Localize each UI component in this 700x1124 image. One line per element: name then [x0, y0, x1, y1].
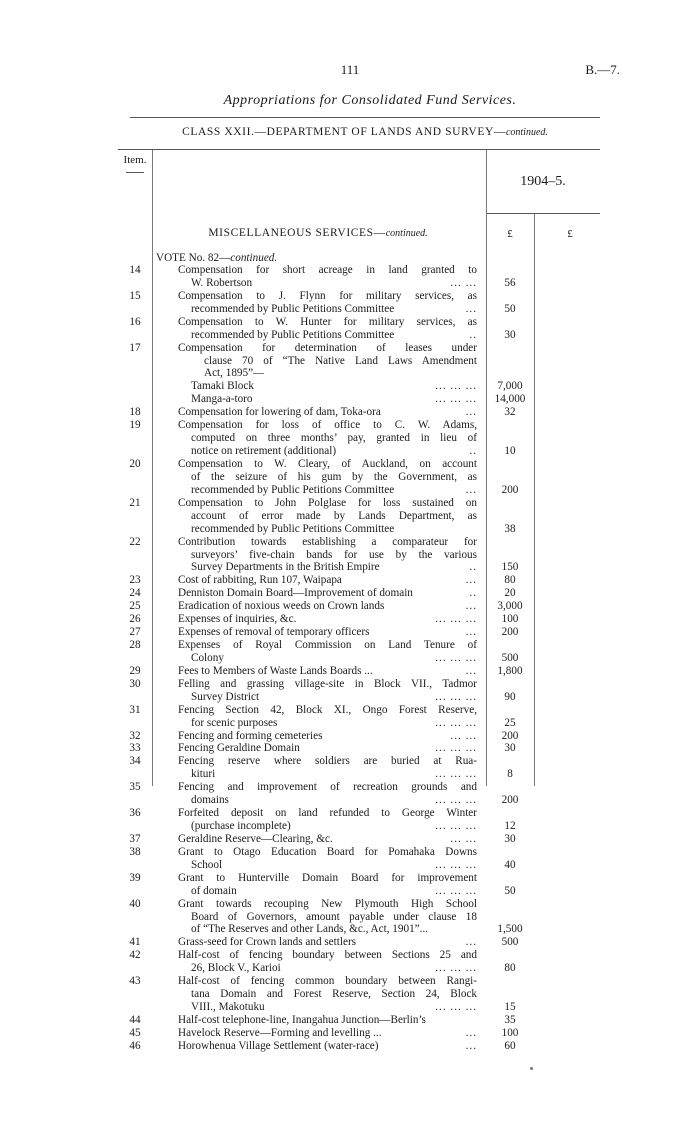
table-row — [0, 432, 700, 445]
table-row — [0, 1014, 700, 1027]
title-rule — [130, 117, 600, 118]
amount-value: 40 — [504, 858, 516, 871]
item-number: 29 — [129, 664, 141, 677]
item-number: 14 — [129, 264, 141, 276]
item-description: Expenses of removal of temporary officers — [178, 626, 370, 638]
item-description: Grant towards recouping New Plymouth High School — [178, 897, 477, 910]
item-header-underline — [126, 172, 144, 173]
leader-dots: ... ... ... — [435, 380, 477, 393]
item-description: Grant to Otago Education Board for Pomahaka Downs — [178, 845, 477, 858]
leader-dots: ... — [465, 1026, 477, 1039]
leader-dots: ... — [465, 483, 477, 496]
table-row — [0, 717, 700, 730]
table-row — [0, 665, 700, 678]
amount-value: 30 — [504, 742, 516, 755]
item-description: Havelock Reserve—Forming and levelling ... — [178, 1026, 382, 1039]
item-number: 45 — [129, 1026, 141, 1039]
item-description: Contribution towards establishing a comparateur for — [178, 535, 477, 548]
item-description: (purchase incomplete) — [191, 820, 291, 832]
item-description: kituri — [191, 768, 216, 781]
table-row — [0, 872, 700, 885]
class-heading-text: CLASS XXII.—DEPARTMENT OF LANDS AND SURVEY— — [182, 126, 506, 138]
amount-value: 15 — [504, 1001, 516, 1013]
item-number: 33 — [129, 742, 141, 755]
amount-value: 8 — [507, 768, 513, 781]
item-number: 44 — [129, 1013, 141, 1026]
currency-symbol-left: £ — [507, 228, 513, 240]
amount-value: 25 — [504, 716, 516, 729]
table-row — [0, 264, 700, 277]
leader-dots: ... ... ... — [435, 393, 477, 406]
leader-dots: .. — [469, 328, 477, 341]
amount-value: 90 — [504, 690, 516, 703]
item-number: 46 — [129, 1039, 141, 1052]
table-row — [0, 342, 700, 355]
amount-value: 200 — [501, 794, 519, 807]
table-row — [0, 755, 700, 768]
vote-label-suffix: continued. — [230, 252, 278, 264]
page-mark — [530, 1067, 533, 1070]
leader-dots: ... ... — [450, 729, 477, 742]
table-row — [0, 277, 700, 290]
table-row — [0, 781, 700, 794]
item-description: Half-cost telephone-line, Inangahua Junction—Berlin’s — [178, 1013, 426, 1026]
table-row — [0, 988, 700, 1001]
table-row — [0, 923, 700, 936]
item-number: 31 — [129, 703, 141, 716]
vote-label — [156, 252, 277, 264]
item-description: Half-cost of fencing common boundary between Rangi- — [178, 975, 477, 988]
leader-dots: ... ... ... — [435, 613, 477, 626]
amount-value: 7,000 — [497, 380, 523, 393]
amount-value: 80 — [504, 574, 516, 587]
table-row — [0, 367, 700, 380]
table-row — [0, 316, 700, 329]
item-number: 39 — [129, 871, 141, 884]
table-row — [0, 587, 700, 600]
table-row — [0, 626, 700, 639]
item-description: domains — [191, 794, 229, 807]
table-row — [0, 523, 700, 536]
item-description: Compensation to J. Flynn for military services, as — [178, 289, 477, 302]
leader-dots: ... ... ... — [435, 690, 477, 703]
leader-dots: ... ... ... — [435, 794, 477, 807]
table-row — [0, 652, 700, 665]
item-description: 26, Block V., Karioi — [191, 962, 281, 975]
table-row — [0, 949, 700, 962]
leader-dots: ... ... ... — [435, 716, 477, 729]
table-row — [0, 1027, 700, 1040]
leader-dots: ... ... ... — [435, 858, 477, 871]
item-description: computed on three months’ pay, granted in lieu of — [191, 432, 477, 445]
item-number: 25 — [129, 600, 141, 613]
item-description: clause 70 of “The Native Land Laws Amendment — [204, 354, 477, 367]
amount-value: 12 — [504, 820, 516, 832]
item-description: Colony — [191, 651, 224, 664]
amount-value: 500 — [501, 651, 519, 664]
table-row — [0, 962, 700, 975]
item-description: Fencing Section 42, Block XI., Ongo Forest Reserve, — [178, 703, 477, 716]
leader-dots: ... — [465, 664, 477, 677]
item-description: recommended by Public Petitions Committee — [191, 522, 395, 535]
leader-dots: ... ... ... — [435, 742, 477, 755]
amount-value: 3,000 — [497, 600, 523, 613]
item-description: Board of Governors, amount payable under clause 18 — [191, 910, 477, 923]
table-row — [0, 290, 700, 303]
leader-dots: ... ... ... — [435, 1001, 477, 1013]
item-description: W. Robertson — [191, 276, 253, 289]
table-row — [0, 691, 700, 704]
item-description: Expenses of Royal Commission on Land Tenure of — [178, 639, 477, 651]
table-row — [0, 807, 700, 820]
table-row — [0, 898, 700, 911]
item-description: Half-cost of fencing boundary between Sections 25 and — [178, 949, 477, 962]
leader-dots: ... — [465, 302, 477, 315]
leader-dots: ... — [465, 1039, 477, 1052]
table-row — [0, 393, 700, 406]
item-description: Grass-seed for Crown lands and settlers — [178, 936, 357, 949]
amount-value: 20 — [504, 587, 516, 600]
item-description: Compensation for determination of leases under — [178, 341, 477, 354]
item-description: Tamaki Block — [191, 380, 254, 393]
item-number: 17 — [129, 341, 141, 354]
item-description: School — [191, 858, 223, 871]
item-description: surveyors’ five-chain bands for use by the various — [191, 548, 477, 561]
table-row — [0, 936, 700, 949]
item-number: 21 — [129, 496, 141, 509]
class-heading-suffix: continued. — [505, 127, 548, 138]
leader-dots: ... ... ... — [435, 962, 477, 975]
item-number: 41 — [129, 936, 141, 949]
table-row — [0, 536, 700, 549]
page-title: Appropriations for Consolidated Fund Services. — [223, 93, 517, 108]
item-description: Manga-a-toro — [191, 393, 253, 406]
leader-dots: ... — [465, 626, 477, 638]
item-number: 22 — [129, 535, 141, 548]
item-number: 20 — [129, 457, 141, 470]
item-number: 19 — [129, 419, 141, 432]
leader-dots: .. — [469, 587, 477, 600]
amount-value: 30 — [504, 328, 516, 341]
item-number: 28 — [129, 639, 141, 651]
table-row — [0, 355, 700, 368]
item-description: Compensation for lowering of dam, Toka-ora — [178, 406, 381, 419]
leader-dots: ... ... — [450, 276, 477, 289]
item-description: of the seizure of his gum by the Government, as — [191, 470, 477, 483]
leader-dots: ... ... — [450, 832, 477, 845]
table-row — [0, 742, 700, 755]
amount-value: 500 — [501, 936, 519, 949]
leader-dots: ... ... ... — [435, 820, 477, 832]
item-description: Act, 1895”— — [204, 367, 265, 380]
table-row — [0, 303, 700, 316]
section-heading — [150, 227, 486, 239]
leader-dots: ... — [465, 936, 477, 949]
item-number: 27 — [129, 626, 141, 638]
header-bottom-rule — [486, 213, 600, 214]
amount-value: 14,000 — [494, 393, 526, 406]
leader-dots: .. — [469, 445, 477, 457]
amount-value: 100 — [501, 613, 519, 626]
item-number: 36 — [129, 807, 141, 820]
item-number: 40 — [129, 897, 141, 910]
section-heading-text: MISCELLANEOUS SERVICES— — [208, 227, 386, 239]
item-number: 18 — [129, 406, 141, 419]
table-row — [0, 561, 700, 574]
amount-value: 150 — [501, 561, 519, 574]
table-row — [0, 613, 700, 626]
amount-value: 10 — [504, 445, 516, 457]
item-description: Fees to Members of Waste Lands Boards ... — [178, 664, 373, 677]
report-reference: B.—7. — [585, 62, 620, 77]
amount-value: 56 — [504, 276, 516, 289]
item-description: Fencing reserve where soldiers are buried at Rua- — [178, 755, 477, 768]
table-row — [0, 833, 700, 846]
item-description: VIII., Makotuku — [191, 1001, 265, 1013]
item-number: 38 — [129, 845, 141, 858]
leader-dots: ... — [465, 600, 477, 613]
table-row — [0, 510, 700, 523]
table-row — [0, 1001, 700, 1014]
item-description: of domain — [191, 884, 237, 897]
class-heading — [130, 126, 600, 138]
item-description: Survey District — [191, 690, 260, 703]
item-number: 34 — [129, 755, 141, 768]
item-description: Compensation for short acreage in land granted to — [178, 264, 477, 276]
amount-value: 100 — [501, 1026, 519, 1039]
amount-value: 60 — [504, 1039, 516, 1052]
item-description: recommended by Public Petitions Committee — [191, 483, 395, 496]
amount-value: 35 — [504, 1013, 516, 1026]
item-description: account of error made by Lands Department, as — [191, 509, 477, 522]
item-number: 16 — [129, 315, 141, 328]
table-row — [0, 911, 700, 924]
table-row — [0, 704, 700, 717]
table-row — [0, 1040, 700, 1053]
item-description: Felling and grassing village-site in Block VII., Tadmor — [178, 677, 477, 690]
item-number: 26 — [129, 613, 141, 626]
item-column-header: Item. — [123, 154, 147, 166]
amount-value: 38 — [504, 522, 516, 535]
table-row — [0, 975, 700, 988]
item-number: 43 — [129, 975, 141, 988]
leader-dots: ... ... ... — [435, 768, 477, 781]
table-row — [0, 497, 700, 510]
item-number: 42 — [129, 949, 141, 962]
vote-label-text: VOTE No. 82— — [156, 252, 231, 264]
table-row — [0, 600, 700, 613]
amount-value: 1,500 — [497, 923, 523, 936]
item-description: Grant to Hunterville Domain Board for improvement — [178, 871, 477, 884]
amount-value: 80 — [504, 962, 516, 975]
table-row — [0, 484, 700, 497]
page-number: 111 — [340, 62, 360, 77]
item-description: Eradication of noxious weeds on Crown lands — [178, 600, 385, 613]
item-description: Cost of rabbiting, Run 107, Waipapa — [178, 574, 342, 587]
amount-value: 200 — [501, 483, 519, 496]
table-row — [0, 406, 700, 419]
item-description: Compensation for loss of office to C. W. Adams, — [178, 419, 477, 432]
item-description: recommended by Public Petitions Committee — [191, 302, 395, 315]
leader-dots: ... — [465, 406, 477, 419]
table-row — [0, 329, 700, 342]
table-row — [0, 471, 700, 484]
item-number: 15 — [129, 289, 141, 302]
table-top-rule — [118, 149, 600, 150]
table-row — [0, 380, 700, 393]
item-description: Survey Departments in the British Empire — [191, 561, 380, 574]
item-description: Geraldine Reserve—Clearing, &c. — [178, 832, 333, 845]
table-row — [0, 846, 700, 859]
leader-dots: .. — [469, 561, 477, 574]
item-description: recommended by Public Petitions Committee — [191, 328, 395, 341]
table-row — [0, 885, 700, 898]
item-number: 35 — [129, 781, 141, 794]
table-row — [0, 419, 700, 432]
leader-dots: ... ... ... — [435, 884, 477, 897]
amount-value: 200 — [501, 729, 519, 742]
table-row — [0, 859, 700, 872]
table-row — [0, 639, 700, 652]
table-row — [0, 549, 700, 562]
table-row — [0, 574, 700, 587]
item-description: Fencing and forming cemeteries — [178, 729, 323, 742]
item-description: Horowhenua Village Settlement (water-race) — [178, 1039, 379, 1052]
table-row — [0, 445, 700, 458]
item-description: Expenses of inquiries, &c. — [178, 613, 297, 626]
amount-value: 200 — [501, 626, 519, 638]
item-description: Compensation to W. Hunter for military services, as — [178, 315, 477, 328]
table-row — [0, 730, 700, 743]
item-number: 24 — [129, 587, 141, 600]
item-number: 32 — [129, 729, 141, 742]
leader-dots: ... — [465, 574, 477, 587]
amount-value: 30 — [504, 832, 516, 845]
item-number: 37 — [129, 832, 141, 845]
item-description: of “The Reserves and other Lands, &c., Act, 1901”... — [191, 923, 429, 936]
item-description: Fencing Geraldine Domain — [178, 742, 300, 755]
item-description: Fencing and improvement of recreation grounds and — [178, 781, 477, 794]
amount-value: 1,800 — [497, 664, 523, 677]
table-row — [0, 458, 700, 471]
table-row — [0, 768, 700, 781]
year-column-header: 1904–5. — [520, 174, 566, 189]
item-description: tana Domain and Forest Reserve, Section 24, Block — [191, 988, 477, 1001]
item-description: Denniston Domain Board—Improvement of domain — [178, 587, 413, 600]
item-number: 30 — [129, 677, 141, 690]
table-row — [0, 678, 700, 691]
item-description: for scenic purposes — [191, 716, 278, 729]
amount-value: 50 — [504, 884, 516, 897]
currency-symbol-right: £ — [567, 228, 573, 240]
table-row — [0, 820, 700, 833]
section-heading-suffix: continued. — [385, 228, 428, 239]
item-description: Compensation to John Polglase for loss sustained on — [178, 496, 477, 509]
table-row — [0, 794, 700, 807]
amount-value: 32 — [504, 406, 516, 419]
item-number: 23 — [129, 574, 141, 587]
amount-value: 50 — [504, 302, 516, 315]
item-description: Forfeited deposit on land refunded to George Winter — [178, 807, 477, 820]
item-description: notice on retirement (additional) — [191, 445, 337, 457]
item-description: Compensation to W. Cleary, of Auckland, on account — [178, 457, 477, 470]
leader-dots: ... ... ... — [435, 651, 477, 664]
